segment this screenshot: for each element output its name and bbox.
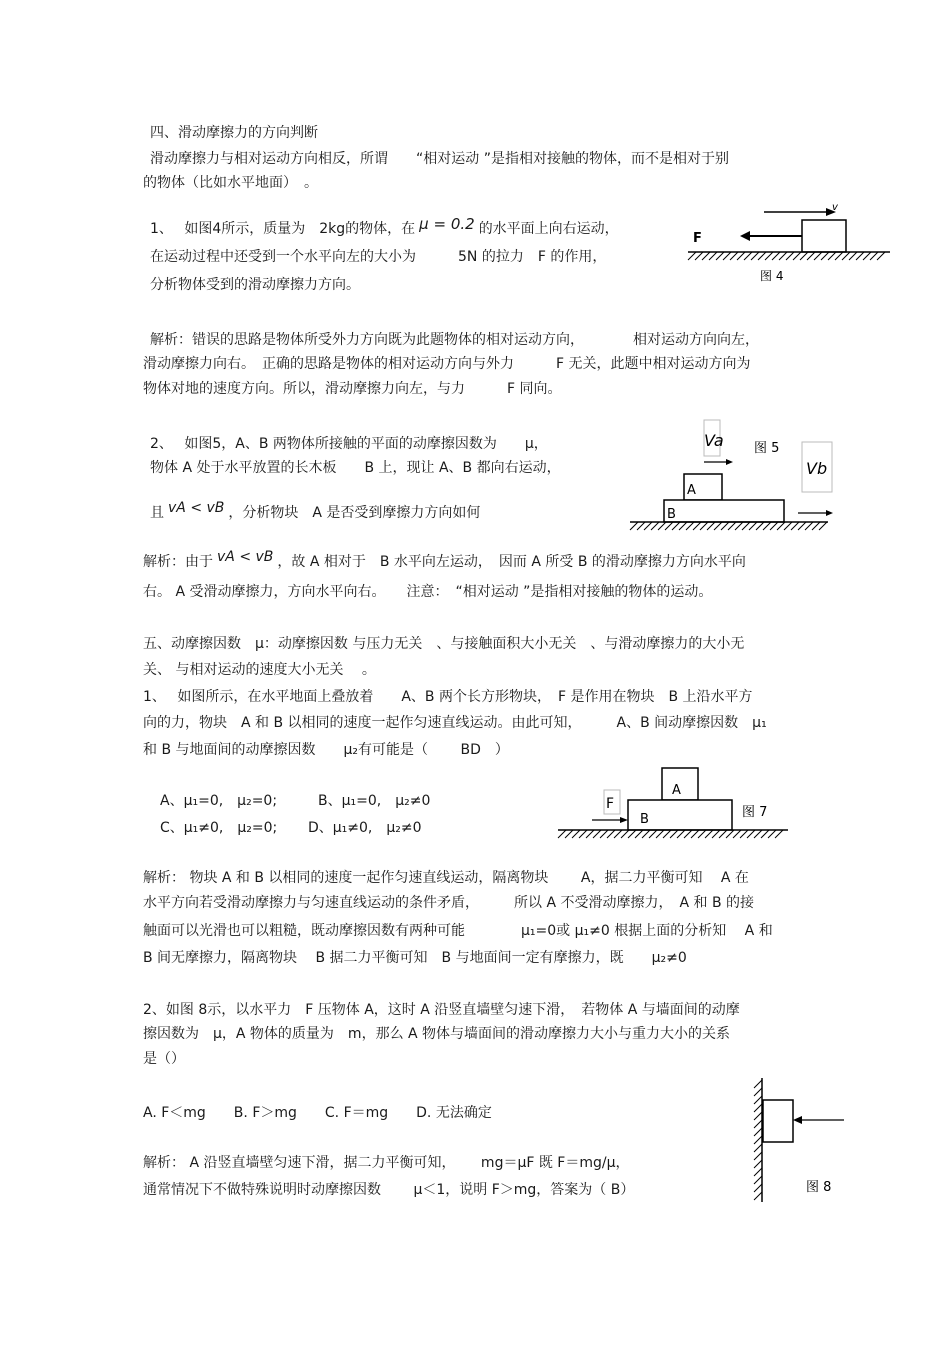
figure-4-label: 图 4 bbox=[760, 269, 784, 283]
hatch-mark bbox=[751, 252, 759, 260]
hatch-mark bbox=[735, 522, 743, 530]
hatch-mark bbox=[754, 1104, 762, 1112]
hatch-mark bbox=[614, 830, 622, 838]
hatch-mark bbox=[754, 1144, 762, 1152]
q2-line3-end: ，分析物块 A 是否受到摩擦力方向如何 bbox=[228, 505, 481, 521]
hatch-mark bbox=[728, 522, 736, 530]
a2-line1-start: 解析：由于 bbox=[143, 554, 213, 570]
hatch-mark bbox=[656, 830, 664, 838]
hatch-mark bbox=[777, 522, 785, 530]
hatch-mark bbox=[649, 830, 657, 838]
hatch-mark bbox=[700, 522, 708, 530]
hatch-mark bbox=[565, 830, 573, 838]
force-arrowhead bbox=[620, 817, 628, 823]
hatch-mark bbox=[821, 252, 829, 260]
hatch-mark bbox=[695, 252, 703, 260]
hatch-mark bbox=[805, 522, 813, 530]
a2-line2: 右。 A 受滑动摩擦力，方向水平向右。 注意： “相对运动 ”是指相对接触的物体的运动。 bbox=[143, 584, 713, 600]
s5-a1-line3: 触面可以光滑也可以粗糙，既动摩擦因数有两种可能 μ₁=0或 μ₁≠0 根据上面的分析知 A 和 bbox=[143, 923, 773, 939]
figure-8-label: 图 8 bbox=[806, 1180, 832, 1195]
hatch-mark bbox=[856, 252, 864, 260]
section-4-heading: 四、滑动摩擦力的方向判断 bbox=[150, 125, 318, 141]
a1-line3: 物体对地的速度方向。所以，滑动摩擦力向左，与力 F 同向。 bbox=[143, 381, 562, 397]
hatch-mark bbox=[754, 1192, 762, 1200]
figure-5 bbox=[628, 418, 838, 540]
hatch-mark bbox=[814, 252, 822, 260]
hatch-mark bbox=[763, 522, 771, 530]
block-a-label: A bbox=[687, 483, 696, 498]
hatch-mark bbox=[756, 522, 764, 530]
hatch-mark bbox=[670, 830, 678, 838]
hatch-mark bbox=[702, 252, 710, 260]
hatch-mark bbox=[754, 1152, 762, 1160]
q1-line1 bbox=[150, 215, 619, 238]
force-label: F bbox=[606, 796, 615, 812]
hatch-mark bbox=[761, 830, 769, 838]
a2-line1 bbox=[143, 548, 746, 571]
hatch-mark bbox=[744, 252, 752, 260]
board-b bbox=[664, 500, 784, 522]
hatch-mark bbox=[628, 830, 636, 838]
va-label: Va bbox=[704, 431, 724, 450]
ground-hatching bbox=[558, 830, 783, 838]
q1-line1-start: 1、 如图4所示，质量为 2kg的物体，在 bbox=[150, 221, 416, 237]
va-arrowhead bbox=[726, 459, 733, 465]
figure-7-label: 图 7 bbox=[742, 805, 768, 820]
hatch-mark bbox=[642, 830, 650, 838]
hatch-mark bbox=[775, 830, 783, 838]
s5-a2-line2: 通常情况下不做特殊说明时动摩擦因数 μ＜1，说明 F＞mg，答案为（ B） bbox=[143, 1182, 635, 1198]
hatch-mark bbox=[579, 830, 587, 838]
s5-q2-line1: 2、如图 8示，以水平力 F 压物体 A，这时 A 沿竖直墙壁匀速下滑， 若物体 A 与墙面间的动摩 bbox=[143, 1002, 740, 1018]
s5-a2-line1: 解析： A 沿竖直墙壁匀速下滑，据二力平衡可知， mg＝μF 既 F＝mg/μ， bbox=[143, 1155, 630, 1171]
s5-a1-line4: B 间无摩擦力，隔离物块 B 据二力平衡可知 B 与地面间一定有摩擦力，既 μ₂≠0 bbox=[143, 950, 687, 966]
hatch-mark bbox=[637, 522, 645, 530]
option-b: B、μ₁=0, μ₂≠0 bbox=[318, 793, 431, 809]
a1-line1: 解析：错误的思路是物体所受外力方向既为此题物体的相对运动方向， 相对运动方向向左， bbox=[150, 332, 759, 348]
option-c: C、μ₁≠0, μ₂=0; bbox=[160, 820, 278, 836]
section-5-heading-line2: 关、 与相对运动的速度大小无关 。 bbox=[143, 662, 376, 678]
hatch-mark bbox=[765, 252, 773, 260]
s5-a1-line2: 水平方向若受滑动摩擦力与匀速直线运动的条件矛盾， 所以 A 不受滑动摩擦力， A 和 B 的接 bbox=[143, 895, 755, 911]
hatch-mark bbox=[793, 252, 801, 260]
q2-line2: 物体 A 处于水平放置的长木板 B 上，现让 A、B 都向右运动， bbox=[150, 460, 561, 476]
hatch-mark bbox=[754, 1176, 762, 1184]
q2-line3 bbox=[150, 499, 480, 522]
hatch-mark bbox=[842, 252, 850, 260]
hatch-mark bbox=[754, 1160, 762, 1168]
hatch-mark bbox=[754, 1128, 762, 1136]
hatch-mark bbox=[786, 252, 794, 260]
hatch-mark bbox=[784, 522, 792, 530]
hatch-mark bbox=[754, 1168, 762, 1176]
block-a-label: A bbox=[672, 783, 681, 798]
a2-line1-end: ，故 A 相对于 B 水平向左运动， 因而 A 所受 B 的滑动摩擦力方向水平向 bbox=[277, 554, 746, 570]
hatch-mark bbox=[600, 830, 608, 838]
hatch-mark bbox=[607, 830, 615, 838]
hatch-mark bbox=[714, 522, 722, 530]
hatch-mark bbox=[870, 252, 878, 260]
hatch-mark bbox=[730, 252, 738, 260]
mu-formula: μ = 0.2 bbox=[419, 215, 475, 233]
q1-line2: 在运动过程中还受到一个水平向左的大小为 5N 的拉力 F 的作用， bbox=[150, 249, 607, 265]
a1-line2: 滑动摩擦力向右。 正确的思路是物体的相对运动方向与外力 F 无关，此题中相对运动方向为 bbox=[143, 356, 751, 372]
s5-q2-line3: 是（） bbox=[143, 1051, 185, 1067]
hatch-mark bbox=[733, 830, 741, 838]
hatch-mark bbox=[754, 830, 762, 838]
hatch-mark bbox=[726, 830, 734, 838]
hatch-mark bbox=[572, 830, 580, 838]
hatch-mark bbox=[828, 252, 836, 260]
hatch-mark bbox=[586, 830, 594, 838]
vb-arrowhead bbox=[826, 510, 833, 516]
force-label: F bbox=[693, 231, 702, 246]
force-arrowhead bbox=[793, 1116, 802, 1124]
hatch-mark bbox=[705, 830, 713, 838]
velocity-inequality: vA < vB bbox=[168, 500, 225, 516]
hatch-mark bbox=[621, 830, 629, 838]
hatch-mark bbox=[630, 522, 638, 530]
hatch-mark bbox=[691, 830, 699, 838]
hatch-mark bbox=[849, 252, 857, 260]
section-4-intro-line2: 的物体（比如水平地面） 。 bbox=[143, 175, 318, 191]
hatch-mark bbox=[635, 830, 643, 838]
section-5-heading-line1: 五、动摩擦因数 μ：动摩擦因数 与压力无关 、与接触面积大小无关 、与滑动摩擦力的大小无 bbox=[143, 636, 745, 652]
hatch-mark bbox=[749, 522, 757, 530]
hatch-mark bbox=[672, 522, 680, 530]
hatch-mark bbox=[770, 522, 778, 530]
hatch-mark bbox=[558, 830, 566, 838]
s5-q1-line3: 和 B 与地面间的动摩擦因数 μ₂有可能是（ BD ） bbox=[143, 742, 509, 758]
hatch-mark bbox=[863, 252, 871, 260]
hatch-mark bbox=[800, 252, 808, 260]
hatch-mark bbox=[693, 522, 701, 530]
figure-8 bbox=[736, 1074, 848, 1206]
hatch-mark bbox=[779, 252, 787, 260]
force-arrowhead bbox=[740, 231, 750, 241]
option-a: A、μ₁=0, μ₂=0; bbox=[160, 793, 278, 809]
figure-7 bbox=[556, 764, 792, 848]
wall-hatching bbox=[754, 1080, 762, 1200]
s5-q2-options: A. F＜mg B. F＞mg C. F＝mg D. 无法确定 bbox=[143, 1105, 492, 1121]
q2-line1: 2、 如图5，A、B 两物体所接触的平面的动摩擦因数为 μ， bbox=[150, 436, 548, 452]
q1-line3: 分析物体受到的滑动摩擦力方向。 bbox=[150, 277, 360, 293]
hatch-mark bbox=[791, 522, 799, 530]
hatch-mark bbox=[877, 252, 885, 260]
board-b-label: B bbox=[667, 507, 676, 522]
hatch-mark bbox=[684, 830, 692, 838]
option-d: D、μ₁≠0, μ₂≠0 bbox=[308, 820, 422, 836]
hatch-mark bbox=[593, 830, 601, 838]
hatch-mark bbox=[707, 522, 715, 530]
vb-label: Vb bbox=[806, 459, 828, 478]
hatch-mark bbox=[688, 252, 696, 260]
hatch-mark bbox=[709, 252, 717, 260]
hatch-mark bbox=[768, 830, 776, 838]
hatch-mark bbox=[807, 252, 815, 260]
hatch-mark bbox=[679, 522, 687, 530]
hatch-mark bbox=[754, 1096, 762, 1104]
hatch-mark bbox=[698, 830, 706, 838]
hatch-mark bbox=[772, 252, 780, 260]
ground-hatching bbox=[688, 252, 885, 260]
velocity-inequality-2: vA < vB bbox=[217, 549, 274, 565]
figure-5-label: 图 5 bbox=[754, 441, 780, 456]
hatch-mark bbox=[686, 522, 694, 530]
hatch-mark bbox=[723, 252, 731, 260]
hatch-mark bbox=[716, 252, 724, 260]
section-4-intro-line1: 滑动摩擦力与相对运动方向相反，所谓 “相对运动 ”是指相对接触的物体，而不是相对于别 bbox=[150, 151, 729, 167]
hatch-mark bbox=[747, 830, 755, 838]
hatch-mark bbox=[798, 522, 806, 530]
q2-line3-start: 且 bbox=[150, 505, 164, 521]
hatch-mark bbox=[677, 830, 685, 838]
s5-q1-line1: 1、 如图所示，在水平地面上叠放着 A、B 两个长方形物块， F 是作用在物块 B 上沿水平方 bbox=[143, 689, 753, 705]
hatch-mark bbox=[742, 522, 750, 530]
hatch-mark bbox=[758, 252, 766, 260]
hatch-mark bbox=[740, 830, 748, 838]
hatch-mark bbox=[644, 522, 652, 530]
s5-q1-line2: 向的力，物块 A 和 B 以相同的速度一起作匀速直线运动。由此可知， A、B 间动摩擦因数 μ₁ bbox=[143, 715, 767, 731]
hatch-mark bbox=[663, 830, 671, 838]
hatch-mark bbox=[712, 830, 720, 838]
hatch-mark bbox=[819, 522, 827, 530]
hatch-mark bbox=[754, 1136, 762, 1144]
block-a bbox=[763, 1100, 793, 1142]
hatch-mark bbox=[719, 830, 727, 838]
hatch-mark bbox=[737, 252, 745, 260]
hatch-mark bbox=[754, 1088, 762, 1096]
hatch-mark bbox=[721, 522, 729, 530]
hatch-mark bbox=[754, 1184, 762, 1192]
s5-q2-line2: 擦因数为 μ，A 物体的质量为 m，那么 A 物体与墙面间的滑动摩擦力大小与重力大小的关系 bbox=[143, 1026, 731, 1042]
velocity-label: v bbox=[832, 202, 838, 213]
hatch-mark bbox=[812, 522, 820, 530]
figure-4 bbox=[686, 200, 892, 288]
hatch-mark bbox=[651, 522, 659, 530]
s5-a1-line1: 解析： 物块 A 和 B 以相同的速度一起作匀速直线运动，隔离物块 A，据二力平衡可知 A 在 bbox=[143, 870, 749, 886]
hatch-mark bbox=[754, 1080, 762, 1088]
hatch-mark bbox=[665, 522, 673, 530]
q1-line1-end: 的水平面上向右运动， bbox=[478, 221, 619, 237]
hatch-mark bbox=[835, 252, 843, 260]
block-b-label: B bbox=[640, 812, 649, 827]
block bbox=[802, 220, 846, 252]
hatch-mark bbox=[754, 1112, 762, 1120]
hatch-mark bbox=[658, 522, 666, 530]
ground-hatching bbox=[630, 522, 827, 530]
hatch-mark bbox=[754, 1120, 762, 1128]
